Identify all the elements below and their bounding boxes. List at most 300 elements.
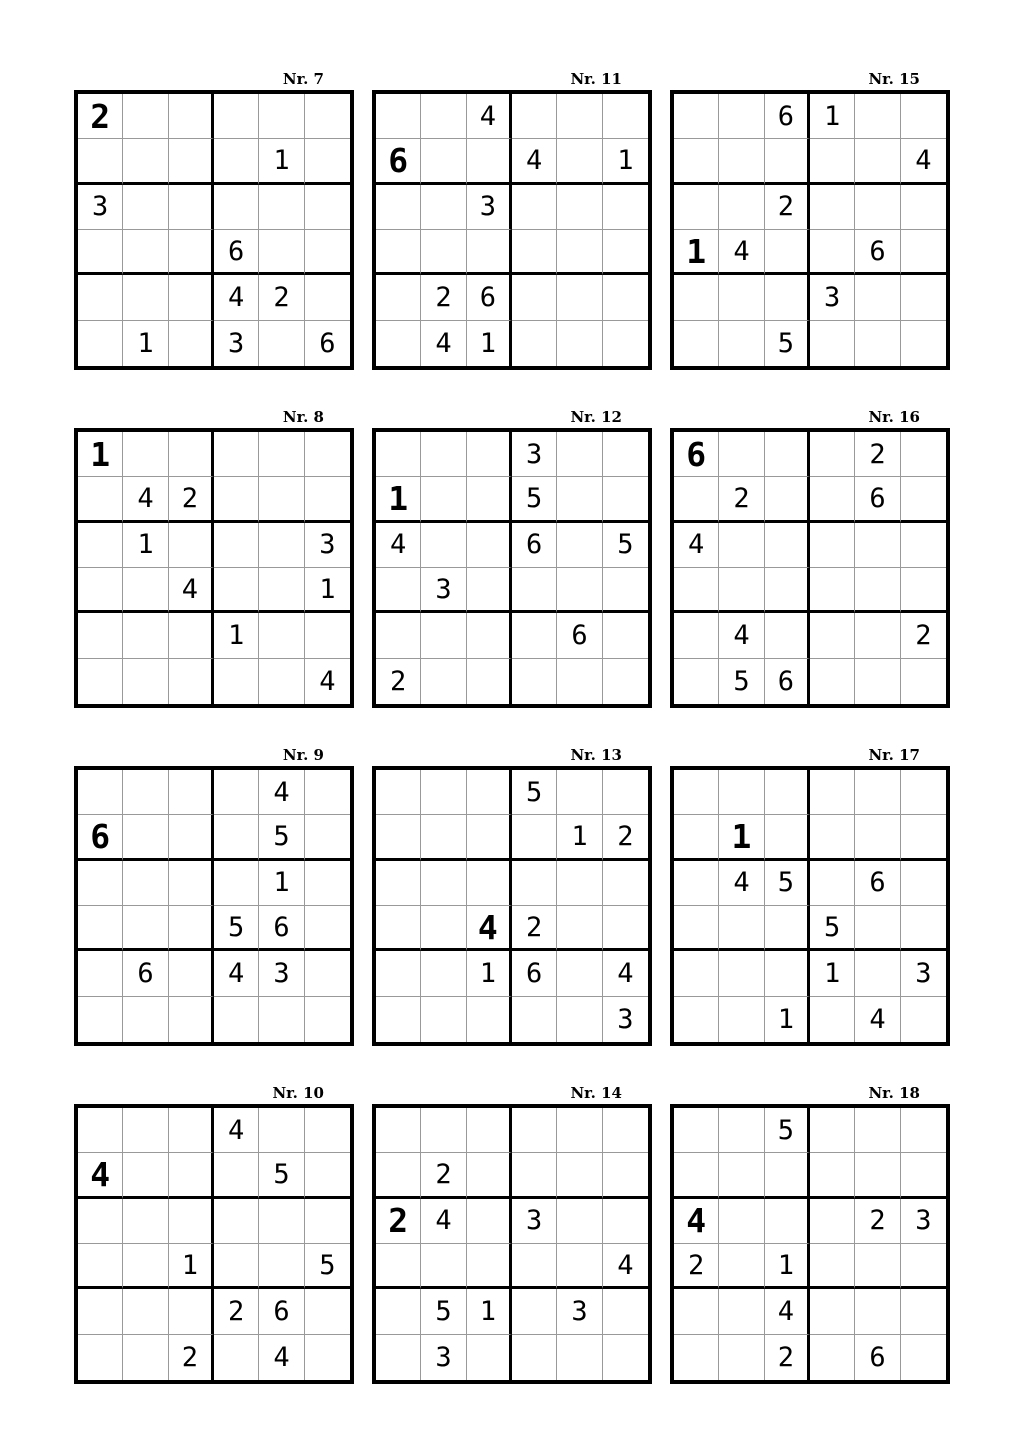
sudoku-cell[interactable] [78, 275, 123, 320]
sudoku-cell[interactable] [603, 1108, 648, 1153]
sudoku-cell[interactable] [810, 185, 855, 230]
sudoku-cell[interactable]: 1 [123, 523, 168, 568]
sudoku-cell[interactable]: 1 [123, 321, 168, 366]
sudoku-cell[interactable] [603, 1199, 648, 1244]
sudoku-cell[interactable]: 5 [765, 321, 810, 366]
sudoku-cell[interactable] [376, 1108, 421, 1153]
sudoku-cell[interactable] [901, 659, 946, 704]
sudoku-cell[interactable] [901, 94, 946, 139]
sudoku-cell[interactable]: 2 [719, 477, 764, 522]
sudoku-cell[interactable]: 2 [765, 1335, 810, 1380]
sudoku-cell[interactable] [305, 94, 350, 139]
sudoku-cell[interactable] [421, 951, 466, 996]
sudoku-cell[interactable] [78, 613, 123, 658]
sudoku-cell[interactable]: 6 [123, 951, 168, 996]
sudoku-cell[interactable] [78, 477, 123, 522]
sudoku-cell[interactable] [214, 432, 259, 477]
sudoku-cell[interactable] [123, 1199, 168, 1244]
sudoku-cell[interactable] [901, 1108, 946, 1153]
sudoku-cell[interactable] [512, 613, 557, 658]
sudoku-cell[interactable] [123, 568, 168, 613]
sudoku-cell[interactable] [78, 1244, 123, 1289]
sudoku-cell[interactable]: 5 [305, 1244, 350, 1289]
sudoku-cell[interactable] [810, 139, 855, 184]
sudoku-cell[interactable] [674, 321, 719, 366]
sudoku-cell[interactable] [123, 815, 168, 860]
sudoku-cell[interactable]: 4 [603, 951, 648, 996]
sudoku-cell[interactable] [719, 275, 764, 320]
sudoku-cell[interactable] [603, 770, 648, 815]
sudoku-cell[interactable] [259, 568, 304, 613]
sudoku-cell[interactable] [603, 321, 648, 366]
sudoku-cell[interactable] [603, 861, 648, 906]
sudoku-cell[interactable] [603, 613, 648, 658]
sudoku-cell[interactable] [557, 185, 602, 230]
sudoku-cell[interactable] [421, 139, 466, 184]
sudoku-cell[interactable] [901, 1289, 946, 1334]
sudoku-cell[interactable] [421, 659, 466, 704]
sudoku-cell[interactable]: 6 [259, 1289, 304, 1334]
sudoku-cell[interactable]: 5 [259, 1153, 304, 1198]
sudoku-cell[interactable] [603, 275, 648, 320]
sudoku-cell[interactable]: 6 [467, 275, 512, 320]
sudoku-cell[interactable]: 3 [810, 275, 855, 320]
sudoku-cell[interactable]: 3 [421, 1335, 466, 1380]
sudoku-cell[interactable] [169, 185, 214, 230]
sudoku-cell[interactable] [376, 861, 421, 906]
sudoku-cell[interactable] [901, 861, 946, 906]
sudoku-cell[interactable] [376, 1244, 421, 1289]
sudoku-cell[interactable]: 6 [674, 432, 719, 477]
sudoku-cell[interactable] [810, 815, 855, 860]
sudoku-cell[interactable] [512, 1335, 557, 1380]
sudoku-cell[interactable] [603, 432, 648, 477]
sudoku-cell[interactable] [719, 1199, 764, 1244]
sudoku-cell[interactable] [376, 275, 421, 320]
sudoku-cell[interactable] [603, 1289, 648, 1334]
sudoku-cell[interactable] [123, 1289, 168, 1334]
sudoku-cell[interactable] [765, 1199, 810, 1244]
sudoku-cell[interactable] [512, 321, 557, 366]
sudoku-cell[interactable] [123, 1335, 168, 1380]
sudoku-cell[interactable]: 3 [305, 523, 350, 568]
sudoku-cell[interactable] [810, 1289, 855, 1334]
sudoku-cell[interactable] [467, 139, 512, 184]
sudoku-cell[interactable] [169, 659, 214, 704]
sudoku-cell[interactable] [376, 94, 421, 139]
sudoku-cell[interactable] [901, 275, 946, 320]
sudoku-cell[interactable] [557, 321, 602, 366]
sudoku-cell[interactable] [901, 997, 946, 1042]
sudoku-cell[interactable] [512, 230, 557, 275]
sudoku-cell[interactable] [719, 906, 764, 951]
sudoku-cell[interactable] [810, 613, 855, 658]
sudoku-cell[interactable] [901, 1335, 946, 1380]
sudoku-cell[interactable] [719, 1153, 764, 1198]
sudoku-cell[interactable]: 1 [467, 951, 512, 996]
sudoku-cell[interactable] [810, 477, 855, 522]
sudoku-cell[interactable] [123, 613, 168, 658]
sudoku-cell[interactable] [78, 951, 123, 996]
sudoku-cell[interactable] [810, 1335, 855, 1380]
sudoku-cell[interactable] [78, 770, 123, 815]
sudoku-cell[interactable] [421, 477, 466, 522]
sudoku-cell[interactable]: 1 [719, 815, 764, 860]
sudoku-cell[interactable] [719, 1289, 764, 1334]
sudoku-cell[interactable] [674, 1108, 719, 1153]
sudoku-cell[interactable] [901, 321, 946, 366]
sudoku-cell[interactable] [305, 1335, 350, 1380]
sudoku-cell[interactable] [305, 230, 350, 275]
sudoku-cell[interactable] [603, 568, 648, 613]
sudoku-cell[interactable]: 4 [765, 1289, 810, 1334]
sudoku-cell[interactable] [78, 139, 123, 184]
sudoku-cell[interactable] [765, 477, 810, 522]
sudoku-cell[interactable] [78, 997, 123, 1042]
sudoku-cell[interactable] [421, 815, 466, 860]
sudoku-cell[interactable] [376, 432, 421, 477]
sudoku-cell[interactable] [855, 1289, 900, 1334]
sudoku-cell[interactable] [719, 568, 764, 613]
sudoku-cell[interactable] [901, 770, 946, 815]
sudoku-cell[interactable] [169, 906, 214, 951]
sudoku-cell[interactable] [259, 659, 304, 704]
sudoku-cell[interactable]: 2 [214, 1289, 259, 1334]
sudoku-cell[interactable] [810, 1199, 855, 1244]
sudoku-cell[interactable] [810, 1244, 855, 1289]
sudoku-cell[interactable] [78, 1199, 123, 1244]
sudoku-cell[interactable] [123, 770, 168, 815]
sudoku-cell[interactable] [305, 1108, 350, 1153]
sudoku-cell[interactable] [123, 185, 168, 230]
sudoku-cell[interactable] [214, 568, 259, 613]
sudoku-cell[interactable]: 4 [214, 275, 259, 320]
sudoku-cell[interactable]: 3 [421, 568, 466, 613]
sudoku-cell[interactable] [855, 321, 900, 366]
sudoku-cell[interactable] [421, 997, 466, 1042]
sudoku-cell[interactable]: 4 [512, 139, 557, 184]
sudoku-cell[interactable] [674, 185, 719, 230]
sudoku-cell[interactable] [214, 1244, 259, 1289]
sudoku-cell[interactable]: 5 [214, 906, 259, 951]
sudoku-cell[interactable] [169, 94, 214, 139]
sudoku-cell[interactable]: 4 [719, 230, 764, 275]
sudoku-cell[interactable]: 6 [376, 139, 421, 184]
sudoku-cell[interactable] [674, 568, 719, 613]
sudoku-cell[interactable]: 5 [765, 1108, 810, 1153]
sudoku-cell[interactable] [376, 815, 421, 860]
sudoku-cell[interactable] [557, 432, 602, 477]
sudoku-cell[interactable]: 6 [855, 230, 900, 275]
sudoku-cell[interactable] [765, 432, 810, 477]
sudoku-cell[interactable] [123, 230, 168, 275]
sudoku-cell[interactable] [214, 815, 259, 860]
sudoku-cell[interactable] [305, 275, 350, 320]
sudoku-cell[interactable]: 4 [901, 139, 946, 184]
sudoku-cell[interactable] [376, 613, 421, 658]
sudoku-cell[interactable] [810, 432, 855, 477]
sudoku-cell[interactable] [674, 613, 719, 658]
sudoku-cell[interactable] [674, 906, 719, 951]
sudoku-cell[interactable] [305, 997, 350, 1042]
sudoku-cell[interactable] [421, 185, 466, 230]
sudoku-cell[interactable] [557, 568, 602, 613]
sudoku-cell[interactable] [719, 997, 764, 1042]
sudoku-cell[interactable] [376, 1153, 421, 1198]
sudoku-cell[interactable]: 5 [603, 523, 648, 568]
sudoku-cell[interactable] [259, 432, 304, 477]
sudoku-cell[interactable] [512, 1153, 557, 1198]
sudoku-cell[interactable] [467, 432, 512, 477]
sudoku-cell[interactable] [810, 568, 855, 613]
sudoku-cell[interactable] [855, 951, 900, 996]
sudoku-cell[interactable] [214, 139, 259, 184]
sudoku-cell[interactable]: 5 [512, 770, 557, 815]
sudoku-cell[interactable] [674, 94, 719, 139]
sudoku-cell[interactable]: 2 [376, 659, 421, 704]
sudoku-cell[interactable]: 2 [376, 1199, 421, 1244]
sudoku-cell[interactable] [901, 906, 946, 951]
sudoku-cell[interactable] [557, 659, 602, 704]
sudoku-cell[interactable] [603, 94, 648, 139]
sudoku-cell[interactable] [78, 906, 123, 951]
sudoku-cell[interactable] [719, 139, 764, 184]
sudoku-cell[interactable] [810, 1153, 855, 1198]
sudoku-cell[interactable]: 4 [603, 1244, 648, 1289]
sudoku-cell[interactable] [674, 770, 719, 815]
sudoku-cell[interactable] [855, 613, 900, 658]
sudoku-cell[interactable] [512, 1244, 557, 1289]
sudoku-cell[interactable] [421, 861, 466, 906]
sudoku-cell[interactable]: 6 [855, 861, 900, 906]
sudoku-cell[interactable]: 3 [617, 1003, 634, 1035]
sudoku-cell[interactable]: 1 [467, 1289, 512, 1334]
sudoku-cell[interactable] [810, 861, 855, 906]
sudoku-cell[interactable] [421, 432, 466, 477]
sudoku-cell[interactable] [305, 815, 350, 860]
sudoku-cell[interactable]: 3 [901, 1199, 946, 1244]
sudoku-cell[interactable] [421, 94, 466, 139]
sudoku-cell[interactable] [765, 1153, 810, 1198]
sudoku-cell[interactable]: 4 [719, 613, 764, 658]
sudoku-cell[interactable]: 4 [259, 1335, 304, 1380]
sudoku-cell[interactable] [467, 815, 512, 860]
sudoku-cell[interactable] [901, 185, 946, 230]
sudoku-cell[interactable] [259, 1108, 304, 1153]
sudoku-cell[interactable] [719, 951, 764, 996]
sudoku-cell[interactable] [855, 139, 900, 184]
sudoku-cell[interactable] [214, 659, 259, 704]
sudoku-cell[interactable] [78, 1335, 123, 1380]
sudoku-cell[interactable]: 6 [765, 659, 810, 704]
sudoku-cell[interactable]: 2 [674, 1244, 719, 1289]
sudoku-cell[interactable] [78, 523, 123, 568]
sudoku-cell[interactable] [719, 770, 764, 815]
sudoku-cell[interactable]: 2 [421, 275, 466, 320]
sudoku-cell[interactable] [855, 94, 900, 139]
sudoku-cell[interactable] [557, 1199, 602, 1244]
sudoku-cell[interactable]: 4 [467, 906, 512, 951]
sudoku-cell[interactable] [855, 906, 900, 951]
sudoku-cell[interactable]: 2 [855, 1199, 900, 1244]
sudoku-cell[interactable]: 5 [810, 906, 855, 951]
sudoku-cell[interactable]: 3 [901, 951, 946, 996]
sudoku-cell[interactable] [123, 997, 168, 1042]
sudoku-cell[interactable] [123, 139, 168, 184]
sudoku-cell[interactable] [512, 275, 557, 320]
sudoku-cell[interactable] [169, 815, 214, 860]
sudoku-cell[interactable]: 4 [214, 951, 259, 996]
sudoku-cell[interactable]: 2 [421, 1153, 466, 1198]
sudoku-cell[interactable] [901, 1244, 946, 1289]
sudoku-cell[interactable] [674, 1289, 719, 1334]
sudoku-cell[interactable] [467, 477, 512, 522]
sudoku-cell[interactable] [305, 432, 350, 477]
sudoku-cell[interactable] [603, 230, 648, 275]
sudoku-cell[interactable] [78, 659, 123, 704]
sudoku-cell[interactable] [765, 568, 810, 613]
sudoku-cell[interactable] [810, 770, 855, 815]
sudoku-cell[interactable] [376, 568, 421, 613]
sudoku-cell[interactable]: 6 [214, 230, 259, 275]
sudoku-cell[interactable] [169, 613, 214, 658]
sudoku-cell[interactable]: 4 [214, 1108, 259, 1153]
sudoku-cell[interactable] [467, 230, 512, 275]
sudoku-cell[interactable] [305, 613, 350, 658]
sudoku-cell[interactable] [123, 906, 168, 951]
sudoku-cell[interactable]: 6 [765, 94, 810, 139]
sudoku-cell[interactable]: 4 [674, 523, 719, 568]
sudoku-cell[interactable] [467, 613, 512, 658]
sudoku-cell[interactable]: 4 [855, 997, 900, 1042]
sudoku-cell[interactable] [123, 94, 168, 139]
sudoku-cell[interactable] [603, 185, 648, 230]
sudoku-cell[interactable] [603, 477, 648, 522]
sudoku-cell[interactable]: 3 [512, 1199, 557, 1244]
sudoku-cell[interactable]: 4 [259, 770, 304, 815]
sudoku-cell[interactable]: 4 [169, 568, 214, 613]
sudoku-cell[interactable]: 4 [376, 523, 421, 568]
sudoku-cell[interactable] [719, 321, 764, 366]
sudoku-cell[interactable] [305, 951, 350, 996]
sudoku-cell[interactable]: 4 [319, 665, 336, 697]
sudoku-cell[interactable] [719, 523, 764, 568]
sudoku-cell[interactable]: 4 [78, 1153, 123, 1198]
sudoku-cell[interactable] [259, 523, 304, 568]
sudoku-cell[interactable] [467, 1153, 512, 1198]
sudoku-cell[interactable] [467, 770, 512, 815]
sudoku-cell[interactable] [557, 997, 602, 1042]
sudoku-cell[interactable] [305, 477, 350, 522]
sudoku-cell[interactable]: 2 [78, 94, 123, 139]
sudoku-cell[interactable] [512, 1108, 557, 1153]
sudoku-cell[interactable] [421, 1244, 466, 1289]
sudoku-cell[interactable] [765, 523, 810, 568]
sudoku-cell[interactable]: 2 [259, 275, 304, 320]
sudoku-cell[interactable] [674, 861, 719, 906]
sudoku-cell[interactable] [376, 997, 421, 1042]
sudoku-cell[interactable] [467, 659, 512, 704]
sudoku-cell[interactable] [901, 230, 946, 275]
sudoku-cell[interactable] [810, 1108, 855, 1153]
sudoku-cell[interactable] [169, 1108, 214, 1153]
sudoku-cell[interactable] [765, 906, 810, 951]
sudoku-cell[interactable] [557, 94, 602, 139]
sudoku-cell[interactable] [78, 230, 123, 275]
sudoku-cell[interactable] [719, 432, 764, 477]
sudoku-cell[interactable] [169, 321, 214, 366]
sudoku-cell[interactable] [719, 1108, 764, 1153]
sudoku-cell[interactable] [123, 861, 168, 906]
sudoku-cell[interactable]: 6 [78, 815, 123, 860]
sudoku-cell[interactable] [855, 815, 900, 860]
sudoku-cell[interactable] [855, 185, 900, 230]
sudoku-cell[interactable] [557, 1153, 602, 1198]
sudoku-cell[interactable]: 4 [421, 321, 466, 366]
sudoku-cell[interactable] [78, 1289, 123, 1334]
sudoku-cell[interactable]: 1 [765, 997, 810, 1042]
sudoku-cell[interactable] [557, 477, 602, 522]
sudoku-cell[interactable] [557, 230, 602, 275]
sudoku-cell[interactable] [376, 906, 421, 951]
sudoku-cell[interactable] [467, 1108, 512, 1153]
sudoku-cell[interactable]: 3 [259, 951, 304, 996]
sudoku-cell[interactable] [421, 613, 466, 658]
sudoku-cell[interactable] [901, 523, 946, 568]
sudoku-cell[interactable] [557, 1108, 602, 1153]
sudoku-cell[interactable]: 6 [557, 613, 602, 658]
sudoku-cell[interactable]: 5 [719, 659, 764, 704]
sudoku-cell[interactable] [421, 906, 466, 951]
sudoku-cell[interactable] [855, 770, 900, 815]
sudoku-cell[interactable] [421, 523, 466, 568]
sudoku-cell[interactable] [259, 321, 304, 366]
sudoku-cell[interactable] [123, 275, 168, 320]
sudoku-cell[interactable] [512, 1289, 557, 1334]
sudoku-cell[interactable] [674, 997, 719, 1042]
sudoku-cell[interactable] [603, 1335, 648, 1380]
sudoku-cell[interactable] [603, 659, 648, 704]
sudoku-cell[interactable] [467, 1199, 512, 1244]
sudoku-cell[interactable] [674, 477, 719, 522]
sudoku-cell[interactable]: 5 [512, 477, 557, 522]
sudoku-cell[interactable] [214, 1335, 259, 1380]
sudoku-cell[interactable]: 1 [467, 321, 512, 366]
sudoku-cell[interactable]: 1 [810, 951, 855, 996]
sudoku-cell[interactable]: 1 [259, 139, 304, 184]
sudoku-cell[interactable] [512, 815, 557, 860]
sudoku-cell[interactable] [603, 906, 648, 951]
sudoku-cell[interactable] [305, 1199, 350, 1244]
sudoku-cell[interactable] [123, 1108, 168, 1153]
sudoku-cell[interactable] [674, 1153, 719, 1198]
sudoku-cell[interactable] [674, 951, 719, 996]
sudoku-cell[interactable] [855, 1153, 900, 1198]
sudoku-cell[interactable] [259, 94, 304, 139]
sudoku-cell[interactable]: 3 [557, 1289, 602, 1334]
sudoku-cell[interactable] [674, 1335, 719, 1380]
sudoku-cell[interactable] [467, 861, 512, 906]
sudoku-cell[interactable] [169, 275, 214, 320]
sudoku-cell[interactable]: 1 [78, 432, 123, 477]
sudoku-cell[interactable] [512, 185, 557, 230]
sudoku-cell[interactable] [765, 230, 810, 275]
sudoku-cell[interactable] [810, 523, 855, 568]
sudoku-cell[interactable] [557, 1244, 602, 1289]
sudoku-cell[interactable] [512, 659, 557, 704]
sudoku-cell[interactable] [259, 1199, 304, 1244]
sudoku-cell[interactable]: 3 [512, 432, 557, 477]
